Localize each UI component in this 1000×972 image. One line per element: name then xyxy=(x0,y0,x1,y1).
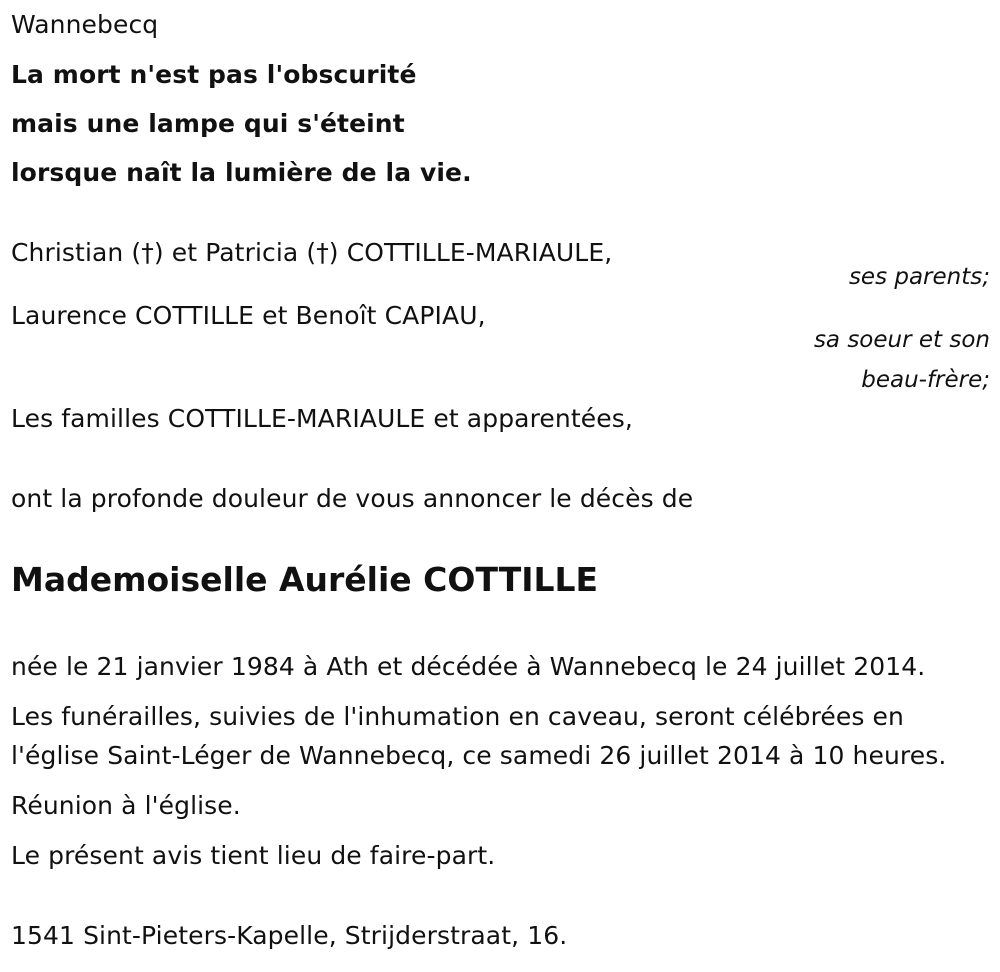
quote-line-1: La mort n'est pas l'obscurité xyxy=(11,60,417,89)
notice-line: Le présent avis tient lieu de faire-part. xyxy=(11,841,496,870)
place-header: Wannebecq xyxy=(11,10,159,39)
deceased-name: Mademoiselle Aurélie COTTILLE xyxy=(11,560,599,599)
families-line: Les familles COTTILLE-MARIAULE et apparentées, xyxy=(11,404,633,433)
parents-line: Christian (†) et Patricia (†) COTTILLE-MARIAULE, xyxy=(11,238,613,267)
birth-death-line: née le 21 janvier 1984 à Ath et décédée à Wannebecq le 24 juillet 2014. xyxy=(11,652,926,681)
quote-line-3: lorsque naît la lumière de la vie. xyxy=(11,158,472,187)
address-line: 1541 Sint-Pieters-Kapelle, Strijderstraat, 16. xyxy=(11,921,568,950)
funeral-line-2: l'église Saint-Léger de Wannebecq, ce samedi 26 juillet 2014 à 10 heures. xyxy=(11,741,947,770)
funeral-line-1: Les funérailles, suivies de l'inhumation en caveau, seront célébrées en xyxy=(11,702,904,731)
sister-role-1: sa soeur et son xyxy=(813,327,990,353)
quote-line-2: mais une lampe qui s'éteint xyxy=(11,109,405,138)
sister-line: Laurence COTTILLE et Benoît CAPIAU, xyxy=(11,301,486,330)
sister-role-2: beau-frère; xyxy=(861,367,990,393)
parents-role: ses parents; xyxy=(848,264,990,290)
meeting-line: Réunion à l'église. xyxy=(11,791,241,820)
announcement-line: ont la profonde douleur de vous annoncer le décès de xyxy=(11,484,694,513)
